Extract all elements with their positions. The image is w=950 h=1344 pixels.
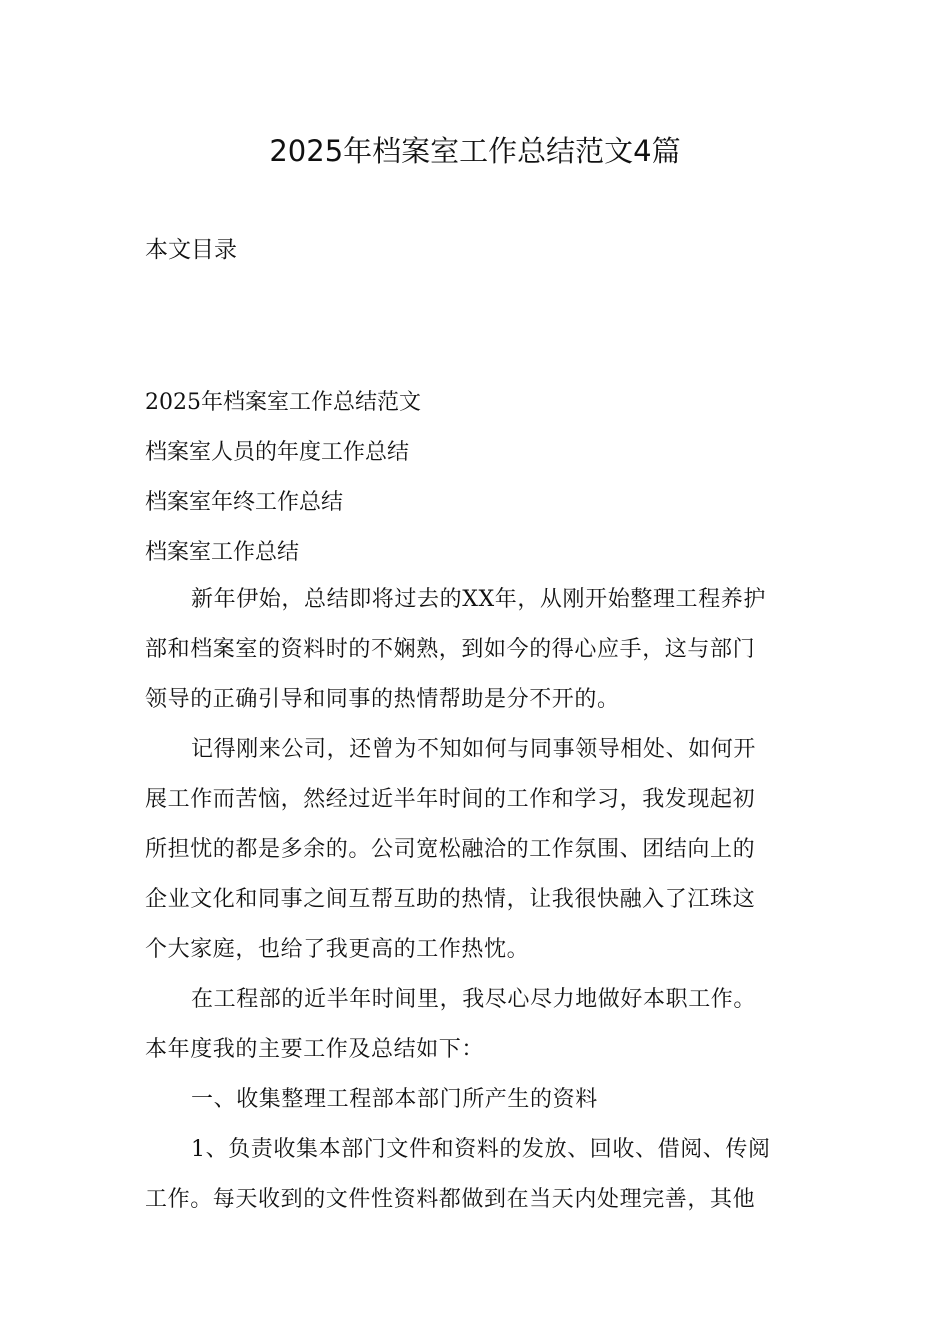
text-line: 企业文化和同事之间互帮互助的热情，让我很快融入了江珠这 [145,887,756,912]
text-line: 所担忧的都是多余的。公司宽松融洽的工作氛围、团结向上的 [145,837,756,862]
text-line: 工作。每天收到的文件性资料都做到在当天内处理完善，其他 [145,1187,756,1212]
toc-label: 本文目录 [145,237,237,263]
toc-item[interactable]: 2025年档案室工作总结范文 [145,390,421,415]
section-heading [145,1075,807,1125]
paragraph-item-1 [145,1125,807,1225]
document-body [145,575,807,1225]
text-line: 个大家庭，也给了我更高的工作热忱。 [145,937,530,962]
text-line: 1、负责收集本部门文件和资料的发放、回收、借阅、传阅 [191,1137,771,1162]
paragraph-work-summary [145,975,807,1075]
text-line: 领导的正确引导和同事的热情帮助是分不开的。 [145,687,620,712]
text-line: 新年伊始，总结即将过去的XX年，从刚开始整理工程养护 [191,587,766,612]
paragraph-intro [145,575,807,725]
paragraph-company [145,725,807,975]
toc-item[interactable]: 档案室人员的年度工作总结 [145,440,410,465]
toc-item[interactable]: 档案室年终工作总结 [145,490,344,515]
document-title: 2025年档案室工作总结范文4篇 [269,134,681,168]
toc-item[interactable]: 档案室工作总结 [145,540,300,565]
text-line: 一、收集整理工程部本部门所产生的资料 [191,1087,598,1112]
text-line: 记得刚来公司，还曾为不知如何与同事领导相处、如何开 [191,737,757,762]
table-of-contents [145,378,421,578]
text-line: 在工程部的近半年时间里，我尽心尽力地做好本职工作。 [191,987,757,1012]
text-line: 本年度我的主要工作及总结如下： [145,1037,485,1062]
text-line: 展工作而苦恼，然经过近半年时间的工作和学习，我发现起初 [145,787,756,812]
text-line: 部和档案室的资料时的不娴熟，到如今的得心应手，这与部门 [145,637,756,662]
